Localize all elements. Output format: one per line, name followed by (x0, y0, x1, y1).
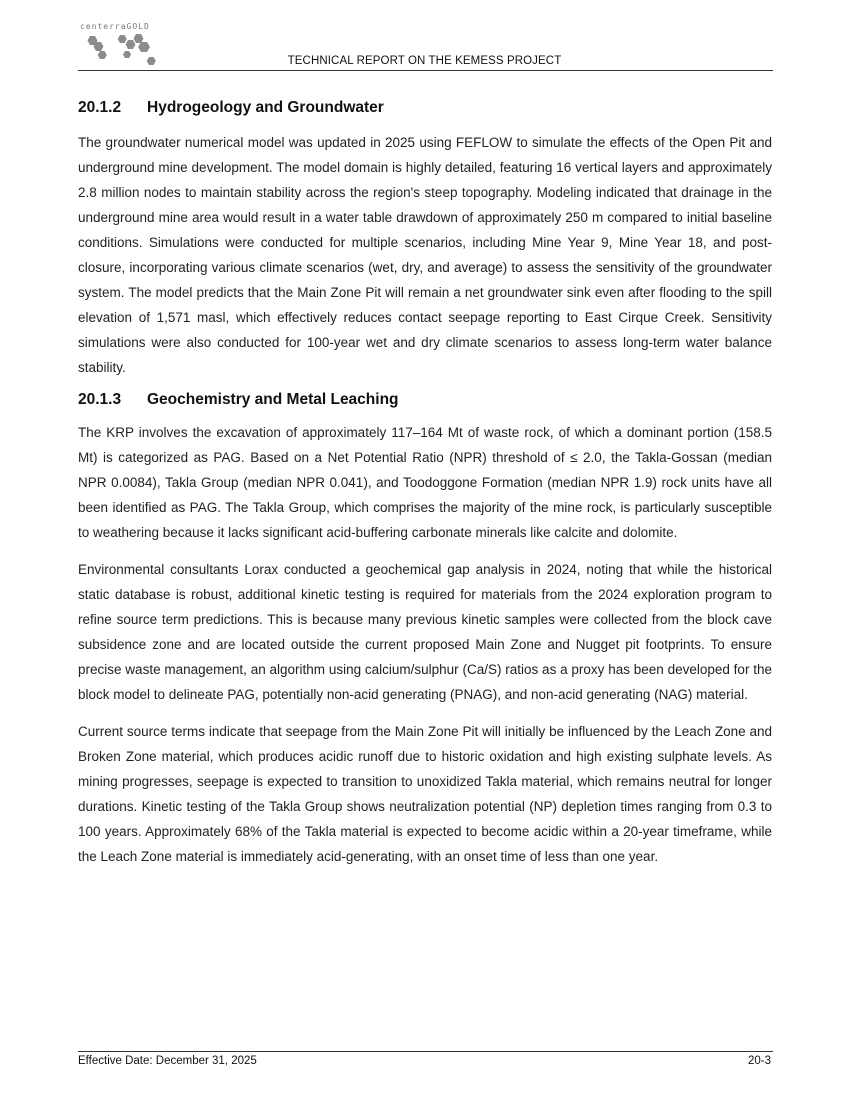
report-body (78, 98, 772, 869)
report-title: TECHNICAL REPORT ON THE KEMESS PROJECT (287, 55, 562, 67)
section-title: Geochemistry and Metal Leaching (147, 391, 399, 408)
footer-divider (78, 1051, 773, 1052)
paragraph: The KRP involves the excavation of approximately 117–164 Mt of waste rock, of which a dominant portion (158.5 Mt) is categorized as PAG. Based on a Net Potential Ratio (NPR) threshold of ≤ 2.0, the Takla-Gossan (median NPR 0.0084), Takla Group (median NPR 0.041), and Toodoggone Formation (median NPR 1.9) rock units have all been identified as PAG. The Takla Group, which comprises the majority of the mine rock, is particularly susceptible to weathering because it lacks significant acid-buffering carbonate minerals like calcite and dolomite. (78, 425, 772, 540)
logo-wordmark: centerraGOLD (80, 22, 150, 31)
section-title: Hydrogeology and Groundwater (147, 99, 384, 116)
section-number: 20.1.3 (78, 391, 122, 408)
header-divider (78, 70, 773, 71)
section-number: 20.1.2 (78, 99, 122, 116)
page-number: 20-3 (747, 1055, 771, 1067)
paragraph: The groundwater numerical model was updated in 2025 using FEFLOW to simulate the effects of the Open Pit and underground mine development. The model domain is highly detailed, featuring 16 vertical layers and approximately 2.8 million nodes to maintain stability across the region's steep topography. Modeling indicated that drainage in the underground mine area would result in a water table drawdown of approximately 250 m compared to initial baseline conditions. Simulations were conducted for multiple scenarios, including Mine Year 9, Mine Year 18, and post-closure, incorporating various climate scenarios (wet, dry, and average) to assess the sensitivity of the groundwater system. The model predicts that the Main Zone Pit will remain a net groundwater sink even after flooding to the spill elevation of 1,571 masl, which effectively reduces contact seepage reporting to East Cirque Creek. Sensitivity simulations were also conducted for 100-year wet and dry climate scenarios to assess long-term water balance stability. (78, 135, 772, 375)
section-heading-hydrogeology (78, 98, 772, 118)
paragraph: Environmental consultants Lorax conducted a geochemical gap analysis in 2024, noting that while the historical static database is robust, additional kinetic testing is required for materials from the 2024 exploration program to refine source term predictions. This is because many previous kinetic samples were collected from the block cave subsidence zone and are located outside the current proposed Main Zone and Nugget pit footprints. To ensure precise waste management, an algorithm using calcium/sulphur (Ca/S) ratios as a proxy has been developed for the block model to delineate PAG, potentially non-acid generating (PNAG), and non-acid generating (NAG) material. (78, 562, 772, 702)
section-heading-geochemistry (78, 390, 772, 410)
effective-date: Effective Date: December 31, 2025 (78, 1055, 257, 1067)
paragraph: Current source terms indicate that seepage from the Main Zone Pit will initially be influenced by the Leach Zone and Broken Zone material, which produces acidic runoff due to historic oxidation and high existing sulphate levels. As mining progresses, seepage is expected to transition to unoxidized Takla material, which remains neutral for longer durations. Kinetic testing of the Takla Group shows neutralization potential (NP) depletion times ranging from 0.3 to 100 years. Approximately 68% of the Takla material is expected to become acidic within a 20-year timeframe, while the Leach Zone material is immediately acid-generating, with an onset time of less than one year. (78, 724, 772, 864)
